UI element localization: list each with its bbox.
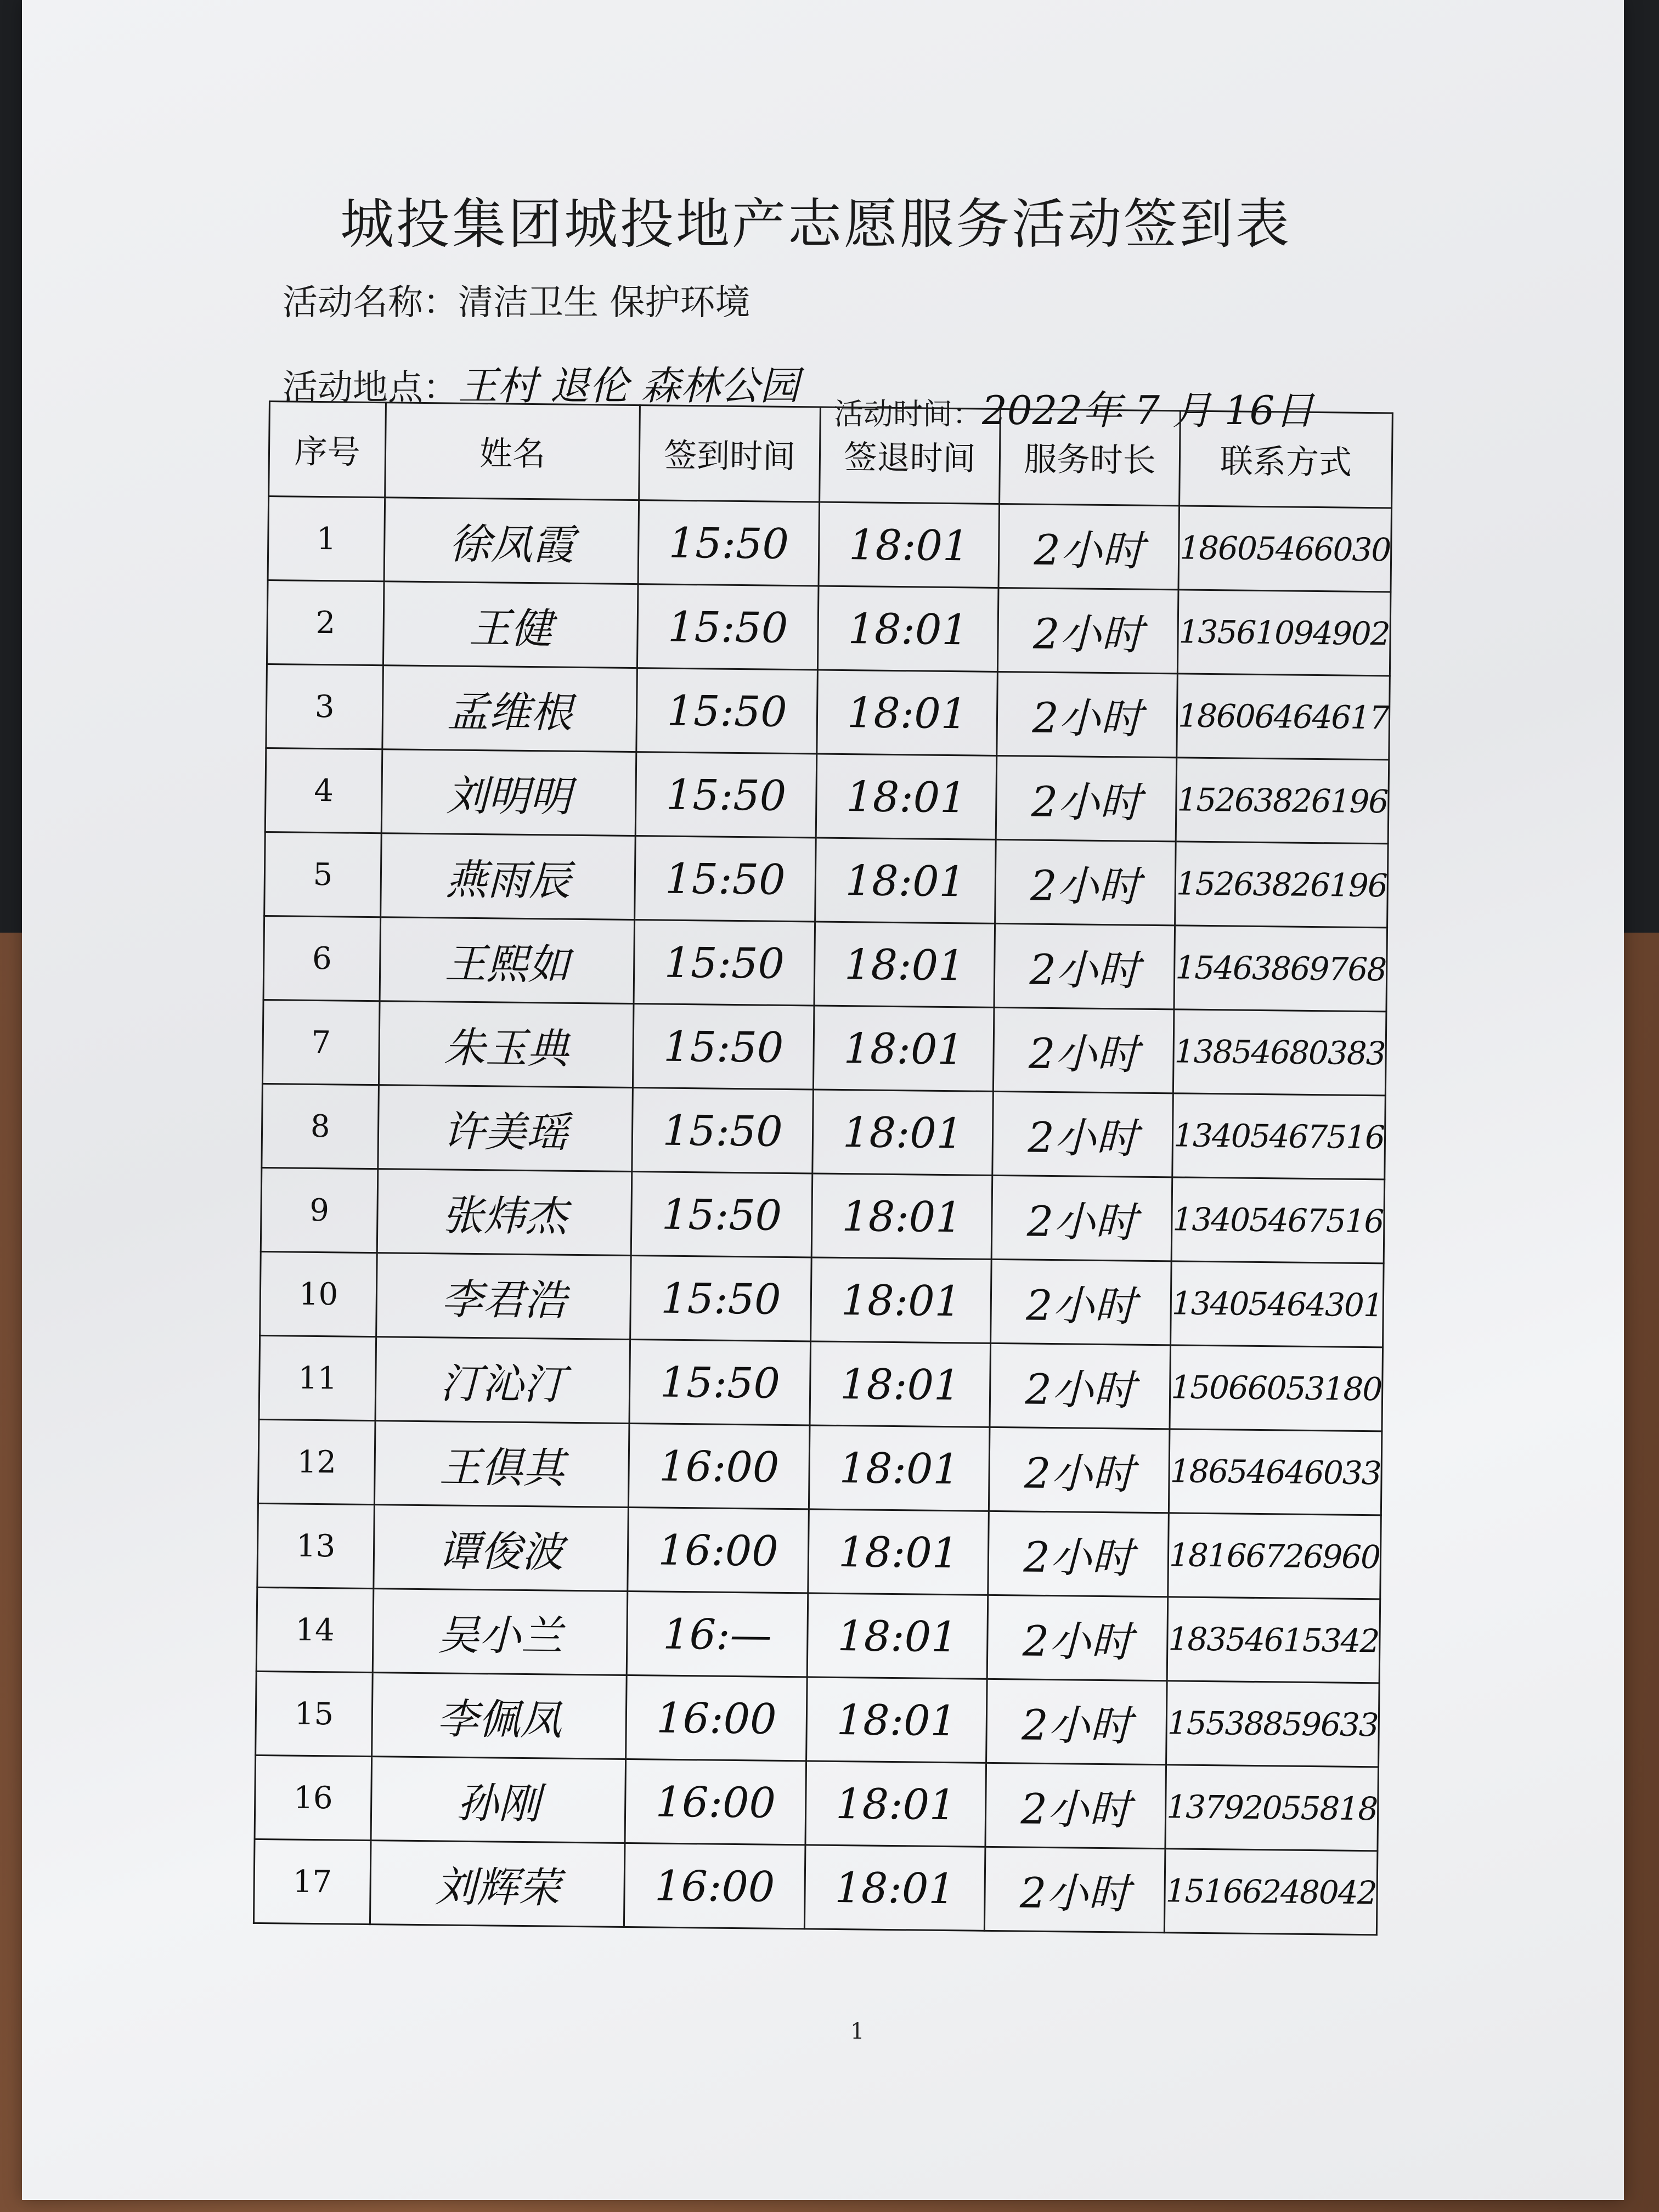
cell-sign-out-time: 18:01 bbox=[814, 922, 995, 1007]
cell-service-duration: 2小时 bbox=[994, 1007, 1174, 1093]
cell-contact: 13561094902 bbox=[1177, 590, 1391, 676]
table-row bbox=[259, 1335, 1383, 1431]
cell-sign-in-time: 15:50 bbox=[632, 1088, 813, 1173]
cell-service-duration: 2小时 bbox=[992, 1091, 1173, 1177]
cell-sign-in-time: 16:00 bbox=[626, 1675, 807, 1760]
cell-sign-in-time: 16:00 bbox=[625, 1759, 806, 1844]
cell-sign-in-time: 15:50 bbox=[635, 836, 816, 922]
cell-service-duration: 2小时 bbox=[990, 1343, 1170, 1429]
activity-place-label: 活动地点： bbox=[283, 368, 458, 408]
cell-sign-in-time: 16:00 bbox=[624, 1843, 805, 1928]
cell-sign-in-time: 15:50 bbox=[633, 1004, 814, 1090]
cell-serial: 1 bbox=[268, 496, 385, 582]
cell-sign-out-time: 18:01 bbox=[810, 1341, 991, 1427]
cell-sign-in-time: 16:00 bbox=[629, 1423, 810, 1509]
cell-name: 刘辉荣 bbox=[370, 1841, 625, 1927]
cell-name: 吴小兰 bbox=[373, 1589, 628, 1675]
table-row bbox=[262, 1084, 1385, 1179]
cell-serial: 6 bbox=[263, 916, 381, 1001]
cell-sign-out-time: 18:01 bbox=[812, 1090, 994, 1175]
table-row bbox=[261, 1167, 1384, 1263]
cell-serial: 16 bbox=[255, 1755, 372, 1840]
cell-sign-in-time: 15:50 bbox=[631, 1172, 812, 1257]
cell-name: 徐凤霞 bbox=[384, 498, 639, 584]
cell-sign-out-time: 18:01 bbox=[817, 670, 998, 755]
cell-service-duration: 2小时 bbox=[995, 839, 1176, 925]
cell-service-duration: 2小时 bbox=[991, 1259, 1171, 1345]
cell-service-duration: 2小时 bbox=[986, 1679, 1167, 1764]
cell-service-duration: 2小时 bbox=[989, 1427, 1170, 1513]
cell-contact: 15263826196 bbox=[1176, 758, 1389, 844]
cell-name: 王健 bbox=[383, 582, 639, 668]
cell-contact: 13405467516 bbox=[1171, 1177, 1385, 1263]
cell-contact: 15538859633 bbox=[1166, 1681, 1380, 1767]
cell-serial: 15 bbox=[256, 1671, 373, 1756]
cell-contact: 18606464617 bbox=[1177, 674, 1390, 760]
cell-sign-out-time: 18:01 bbox=[809, 1425, 990, 1511]
cell-service-duration: 2小时 bbox=[998, 588, 1178, 673]
cell-sign-in-time: 15:50 bbox=[630, 1256, 811, 1341]
cell-sign-in-time: 15:50 bbox=[637, 584, 819, 670]
cell-sign-out-time: 18:01 bbox=[813, 1006, 994, 1091]
cell-name: 刘明明 bbox=[381, 749, 636, 836]
cell-contact: 13854680383 bbox=[1173, 1009, 1386, 1096]
table-row bbox=[258, 1419, 1381, 1515]
cell-contact: 13792055818 bbox=[1165, 1765, 1379, 1851]
cell-sign-in-time: 15:50 bbox=[638, 500, 819, 586]
activity-time-value: 2022年 7 月 16日 bbox=[982, 387, 1314, 433]
cell-serial: 3 bbox=[266, 664, 383, 749]
cell-sign-in-time: 15:50 bbox=[634, 920, 815, 1006]
table-row bbox=[257, 1503, 1381, 1599]
cell-name: 张炜杰 bbox=[377, 1169, 632, 1256]
cell-sign-out-time: 18:01 bbox=[805, 1761, 986, 1847]
table-row bbox=[265, 748, 1389, 843]
cell-name: 孟维根 bbox=[382, 665, 637, 752]
cell-name: 燕雨辰 bbox=[381, 833, 636, 920]
cell-contact: 15463869768 bbox=[1174, 926, 1387, 1012]
cell-contact: 15066053180 bbox=[1170, 1345, 1383, 1431]
cell-sign-in-time: 15:50 bbox=[629, 1339, 810, 1425]
cell-serial: 14 bbox=[256, 1587, 374, 1672]
header-service-duration: 服务时长 bbox=[1000, 409, 1181, 505]
cell-sign-out-time: 18:01 bbox=[810, 1257, 991, 1343]
table-row bbox=[268, 496, 1391, 592]
cell-sign-out-time: 18:01 bbox=[815, 838, 996, 923]
sign-in-sheet-paper bbox=[22, 0, 1624, 2200]
cell-sign-out-time: 18:01 bbox=[819, 502, 1000, 588]
cell-serial: 17 bbox=[253, 1839, 371, 1924]
cell-service-duration: 2小时 bbox=[998, 504, 1179, 589]
cell-serial: 8 bbox=[262, 1084, 379, 1169]
cell-contact: 13405464301 bbox=[1171, 1261, 1384, 1347]
activity-time-label: 活动时间： bbox=[834, 397, 982, 431]
cell-sign-out-time: 18:01 bbox=[806, 1677, 987, 1763]
cell-serial: 10 bbox=[260, 1251, 377, 1336]
cell-contact: 15166248042 bbox=[1164, 1849, 1378, 1935]
page-title: 城投集团城投地产志愿服务活动签到表 bbox=[340, 193, 1292, 256]
cell-contact: 13405467516 bbox=[1172, 1093, 1386, 1180]
cell-serial: 4 bbox=[265, 748, 382, 833]
cell-sign-in-time: 15:50 bbox=[636, 752, 817, 838]
cell-contact: 18605466030 bbox=[1178, 506, 1392, 592]
table-row bbox=[266, 664, 1390, 759]
cell-sign-out-time: 18:01 bbox=[816, 754, 997, 839]
cell-contact: 15263826196 bbox=[1175, 842, 1389, 928]
table-row bbox=[264, 832, 1388, 927]
cell-name: 朱玉典 bbox=[379, 1001, 634, 1088]
header-contact: 联系方式 bbox=[1180, 411, 1393, 508]
table-row bbox=[263, 916, 1387, 1011]
cell-name: 汀沁汀 bbox=[375, 1337, 630, 1424]
table-row bbox=[253, 1839, 1377, 1934]
cell-contact: 18166726960 bbox=[1168, 1513, 1381, 1599]
table-row bbox=[267, 580, 1390, 675]
header-sign-in-time: 签到时间 bbox=[639, 405, 820, 502]
cell-service-duration: 2小时 bbox=[997, 672, 1177, 757]
cell-name: 王俱其 bbox=[375, 1421, 630, 1508]
cell-service-duration: 2小时 bbox=[987, 1595, 1167, 1680]
cell-sign-in-time: 15:50 bbox=[636, 668, 817, 754]
header-serial: 序号 bbox=[269, 402, 386, 498]
cell-serial: 5 bbox=[264, 832, 382, 917]
activity-name-value: 清洁卫生 保护环境 bbox=[458, 283, 751, 323]
cell-serial: 2 bbox=[267, 580, 384, 665]
cell-service-duration: 2小时 bbox=[985, 1763, 1166, 1848]
sign-in-table bbox=[253, 400, 1393, 1936]
cell-service-duration: 2小时 bbox=[994, 923, 1175, 1009]
cell-serial: 11 bbox=[259, 1335, 376, 1420]
cell-service-duration: 2小时 bbox=[985, 1847, 1165, 1932]
cell-serial: 7 bbox=[262, 1000, 380, 1085]
table-row bbox=[262, 1000, 1386, 1095]
cell-serial: 9 bbox=[261, 1167, 378, 1252]
cell-sign-out-time: 18:01 bbox=[808, 1509, 989, 1595]
cell-contact: 18654646033 bbox=[1169, 1429, 1382, 1515]
cell-service-duration: 2小时 bbox=[991, 1175, 1172, 1261]
cell-service-duration: 2小时 bbox=[996, 755, 1176, 841]
cell-sign-in-time: 16:— bbox=[627, 1591, 808, 1677]
activity-name-label: 活动名称： bbox=[283, 283, 458, 323]
cell-serial: 13 bbox=[257, 1503, 375, 1588]
cell-sign-in-time: 16:00 bbox=[628, 1507, 809, 1593]
activity-name-line bbox=[283, 274, 750, 325]
table-header-row bbox=[269, 402, 1393, 508]
cell-name: 李君浩 bbox=[376, 1253, 631, 1340]
table-row bbox=[255, 1755, 1378, 1850]
table-row bbox=[260, 1251, 1384, 1347]
cell-contact: 18354615342 bbox=[1167, 1597, 1380, 1683]
cell-name: 李佩凤 bbox=[372, 1673, 627, 1759]
cell-name: 孙刚 bbox=[371, 1757, 626, 1843]
header-sign-out-time: 签退时间 bbox=[819, 407, 1000, 504]
cell-sign-out-time: 18:01 bbox=[807, 1593, 988, 1679]
cell-sign-out-time: 18:01 bbox=[817, 586, 998, 672]
cell-name: 谭俊波 bbox=[374, 1505, 629, 1592]
cell-sign-out-time: 18:01 bbox=[811, 1173, 992, 1259]
cell-name: 王熙如 bbox=[380, 917, 635, 1004]
page-number: 1 bbox=[850, 2019, 865, 2044]
table-row bbox=[256, 1587, 1380, 1683]
cell-serial: 12 bbox=[258, 1419, 375, 1504]
cell-name: 许美瑶 bbox=[378, 1085, 633, 1172]
cell-sign-out-time: 18:01 bbox=[804, 1845, 985, 1931]
header-name: 姓名 bbox=[385, 403, 640, 500]
activity-place-value: 王村 退伦 森林公园 bbox=[458, 363, 799, 409]
table-row bbox=[256, 1671, 1379, 1767]
cell-service-duration: 2小时 bbox=[988, 1511, 1169, 1596]
